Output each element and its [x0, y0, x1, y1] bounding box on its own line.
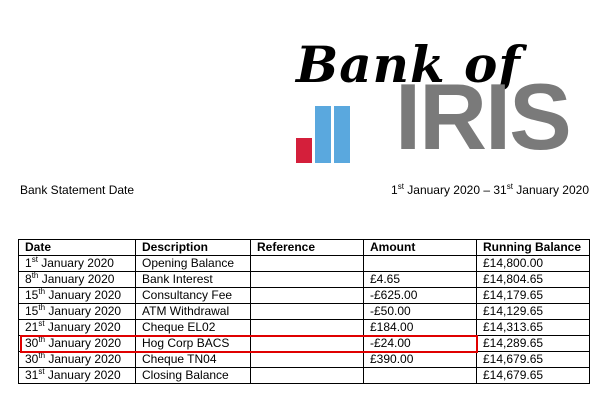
date-month-year: January 2020 — [45, 336, 122, 350]
date-day: 31 — [25, 368, 39, 382]
cell-date — [19, 304, 136, 320]
cell-running-balance: £14,679.65 — [477, 368, 590, 384]
date-day: 21 — [25, 320, 39, 334]
cell-amount: £390.00 — [364, 352, 477, 368]
cell-description: Cheque EL02 — [136, 320, 251, 336]
cell-running-balance: £14,679.65 — [477, 352, 590, 368]
cell-date — [19, 256, 136, 272]
cell-amount — [364, 256, 477, 272]
statement-date-label: Bank Statement Date — [20, 183, 135, 197]
date-month-year: January 2020 — [45, 304, 122, 318]
cell-reference — [251, 368, 364, 384]
date-suffix: th — [38, 351, 46, 360]
cell-description: Hog Corp BACS — [136, 336, 251, 352]
date-month-year: January 2020 — [38, 272, 115, 286]
date-month-year: January 2020 — [37, 256, 114, 270]
end-day: 31 — [493, 183, 507, 197]
cell-description: Closing Balance — [136, 368, 251, 384]
date-suffix: th — [38, 287, 46, 296]
date-suffix: st — [31, 255, 38, 264]
cell-date — [19, 368, 136, 384]
cell-reference — [251, 336, 364, 352]
logo-blue-bar — [334, 106, 350, 163]
date-suffix: st — [38, 367, 45, 376]
cell-date — [19, 320, 136, 336]
table-row — [19, 336, 590, 352]
table-row — [19, 288, 590, 304]
cell-date — [19, 352, 136, 368]
cell-amount — [364, 368, 477, 384]
logo-red-bar — [296, 138, 312, 163]
cell-running-balance: £14,179.65 — [477, 288, 590, 304]
cell-date — [19, 272, 136, 288]
date-month-year: January 2020 — [45, 288, 122, 302]
date-month-year: January 2020 — [44, 368, 121, 382]
header-date: Date — [19, 240, 136, 256]
header-reference: Reference — [251, 240, 364, 256]
date-suffix: st — [38, 319, 45, 328]
cell-date — [19, 336, 136, 352]
cell-reference — [251, 256, 364, 272]
statement-date-range — [391, 182, 589, 198]
date-day: 15 — [25, 288, 39, 302]
cell-description: Consultancy Fee — [136, 288, 251, 304]
logo-brand-text: IRIS — [395, 64, 570, 169]
cell-running-balance: £14,804.65 — [477, 272, 590, 288]
date-day: 1 — [25, 256, 32, 270]
table-row — [19, 352, 590, 368]
cell-description: Bank Interest — [136, 272, 251, 288]
cell-running-balance: £14,800.00 — [477, 256, 590, 272]
header-description: Description — [136, 240, 251, 256]
cell-reference — [251, 272, 364, 288]
table-row — [19, 320, 590, 336]
end-rest: January 2020 — [512, 183, 589, 197]
cell-running-balance: £14,289.65 — [477, 336, 590, 352]
cell-amount: -£625.00 — [364, 288, 477, 304]
cell-running-balance: £14,313.65 — [477, 320, 590, 336]
date-day: 30 — [25, 352, 39, 366]
cell-amount: -£50.00 — [364, 304, 477, 320]
cell-amount: -£24.00 — [364, 336, 477, 352]
table-header-row — [19, 240, 590, 256]
date-day: 15 — [25, 304, 39, 318]
end-suffix: st — [506, 182, 513, 191]
bank-logo — [290, 0, 609, 170]
cell-reference — [251, 352, 364, 368]
date-suffix: th — [31, 271, 39, 280]
cell-reference — [251, 288, 364, 304]
date-day: 30 — [25, 336, 39, 350]
cell-reference — [251, 320, 364, 336]
cell-running-balance: £14,129.65 — [477, 304, 590, 320]
logo-blue-bar — [315, 106, 331, 163]
start-day: 1 — [391, 183, 398, 197]
date-suffix: th — [38, 335, 46, 344]
table-row — [19, 256, 590, 272]
logo-script-text: Bank of — [296, 35, 521, 94]
cell-reference — [251, 304, 364, 320]
start-suffix: st — [397, 182, 404, 191]
table-row — [19, 272, 590, 288]
header-amount: Amount — [364, 240, 477, 256]
cell-amount: £184.00 — [364, 320, 477, 336]
cell-description: Cheque TN04 — [136, 352, 251, 368]
header-running-balance: Running Balance — [477, 240, 590, 256]
cell-description: Opening Balance — [136, 256, 251, 272]
table-row — [19, 368, 590, 384]
cell-amount: £4.65 — [364, 272, 477, 288]
date-month-year: January 2020 — [44, 320, 121, 334]
statement-table — [18, 239, 590, 384]
table-row — [19, 304, 590, 320]
start-rest: January 2020 – — [403, 183, 494, 197]
date-suffix: th — [38, 303, 46, 312]
date-day: 8 — [25, 272, 32, 286]
cell-description: ATM Withdrawal — [136, 304, 251, 320]
date-month-year: January 2020 — [45, 352, 122, 366]
cell-date — [19, 288, 136, 304]
